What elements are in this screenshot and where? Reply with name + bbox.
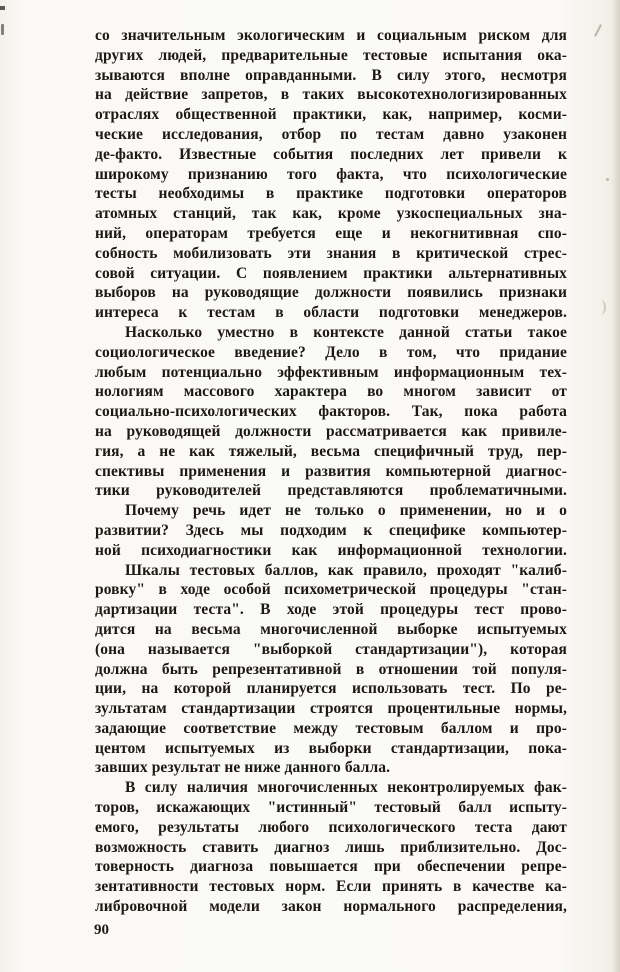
paragraph	[95, 561, 567, 779]
text-line: гия, а не как тяжелый, весьма специфичный труд, пер-	[95, 442, 567, 460]
text-line: тесты необходимы в практике подготовки операторов	[95, 185, 567, 203]
text-line: развитии? Здесь мы подходим к специфике компьютер-	[95, 521, 567, 539]
scan-artifact	[596, 300, 606, 315]
text-line: выборов на руководящие должности появились признаки	[95, 284, 567, 302]
text-line: ции, на которой планируется использовать тест. По ре-	[95, 680, 567, 698]
text-line: социально-психологических факторов. Так, пока работа	[95, 403, 567, 421]
text-line: на руководящей должности рассматривается как привиле-	[95, 422, 567, 440]
scan-artifact	[0, 6, 5, 10]
text-line: ний, операторам требуется еще и некогнитивная спо-	[95, 224, 567, 242]
text-line: емого, результаты любого психологического теста дают	[95, 818, 567, 836]
scan-artifact	[606, 178, 609, 181]
text-line: завших результат не ниже данного балла.	[95, 759, 391, 777]
text-line: ческие исследования, отбор по тестам давно узаконен	[95, 125, 567, 143]
text-line: задающие соответствие между тестовым баллом и про-	[95, 719, 567, 737]
scan-artifact	[1, 24, 4, 35]
text-line: товерность диагноза повышается при обеспечении репре-	[95, 858, 567, 876]
text-line: зываются вполне оправданными. В силу этого, несмотря	[95, 66, 567, 84]
text-line: либровочной модели закон нормального распределения,	[95, 898, 567, 916]
text-line: атомных станций, так как, кроме узкоспециальных зна-	[95, 205, 567, 223]
text-line: на действие запретов, в таких высокотехнологизированных	[95, 86, 567, 104]
paragraph	[95, 26, 567, 323]
scan-artifact	[594, 24, 602, 36]
text-line: Шкалы тестовых баллов, как правило, проходят "калиб-	[125, 561, 567, 579]
text-line: ровку" в ходе особой психометрической процедуры "стан-	[95, 581, 567, 599]
text-line: спективы применения и развития компьютерной диагнос-	[95, 462, 567, 480]
text-line: торов, искажающих "истинный" тестовый балл испыту-	[95, 799, 567, 817]
paragraph	[95, 778, 567, 917]
text-line: совой ситуации. С появлением практики альтернативных	[95, 264, 567, 282]
text-line: В силу наличия многочисленных неконтролируемых фак-	[125, 779, 567, 797]
text-line: любым потенциально эффективным информационным тех-	[95, 363, 567, 381]
text-line: других людей, предварительные тестовые испытания ока-	[95, 46, 567, 64]
text-line: (она называется "выборкой стандартизации"), которая	[95, 640, 567, 658]
page-number: 90	[94, 922, 109, 938]
text-line: тики руководителей представляются проблематичными.	[95, 482, 567, 500]
text-block	[95, 26, 567, 917]
paragraph	[95, 501, 567, 560]
text-line: центом испытуемых из выборки стандартизации, пока-	[95, 739, 567, 757]
text-line: Почему речь идет не только о применении, но и о	[125, 502, 567, 520]
text-line: зультатам стандартизации строятся процентильные нормы,	[95, 700, 567, 718]
text-line: возможность ставить диагноз лишь приблизительно. Дос-	[95, 838, 567, 856]
text-line: отраслях общественной практики, как, например, косми-	[95, 106, 567, 124]
paragraph	[95, 323, 567, 501]
text-line: де-факто. Известные события последних лет привели к	[95, 145, 567, 163]
page-edge-shadow	[612, 0, 620, 972]
text-line: ной психодиагностики как информационной технологии.	[95, 541, 567, 559]
text-line: социологическое введение? Дело в том, что придание	[95, 343, 567, 361]
text-line: дартизации теста". В ходе этой процедуры тест прово-	[95, 601, 567, 619]
text-line: нологиям массового характера во многом зависит от	[95, 383, 567, 401]
text-line: Насколько уместно в контексте данной статьи такое	[125, 323, 567, 341]
text-line: широкому признанию того факта, что психологические	[95, 165, 567, 183]
text-line: зентативности тестовых норм. Если принять в качестве ка-	[95, 878, 567, 896]
text-line: собность мобилизовать эти знания в критической стрес-	[95, 244, 567, 262]
text-line: дится на весьма многочисленной выборке испытуемых	[95, 620, 567, 638]
text-line: со значительным экологическим и социальным риском для	[95, 27, 567, 44]
text-line: интереса к тестам в области подготовки менеджеров.	[95, 304, 567, 322]
text-line: должна быть репрезентативной в отношении той популя-	[95, 660, 567, 678]
